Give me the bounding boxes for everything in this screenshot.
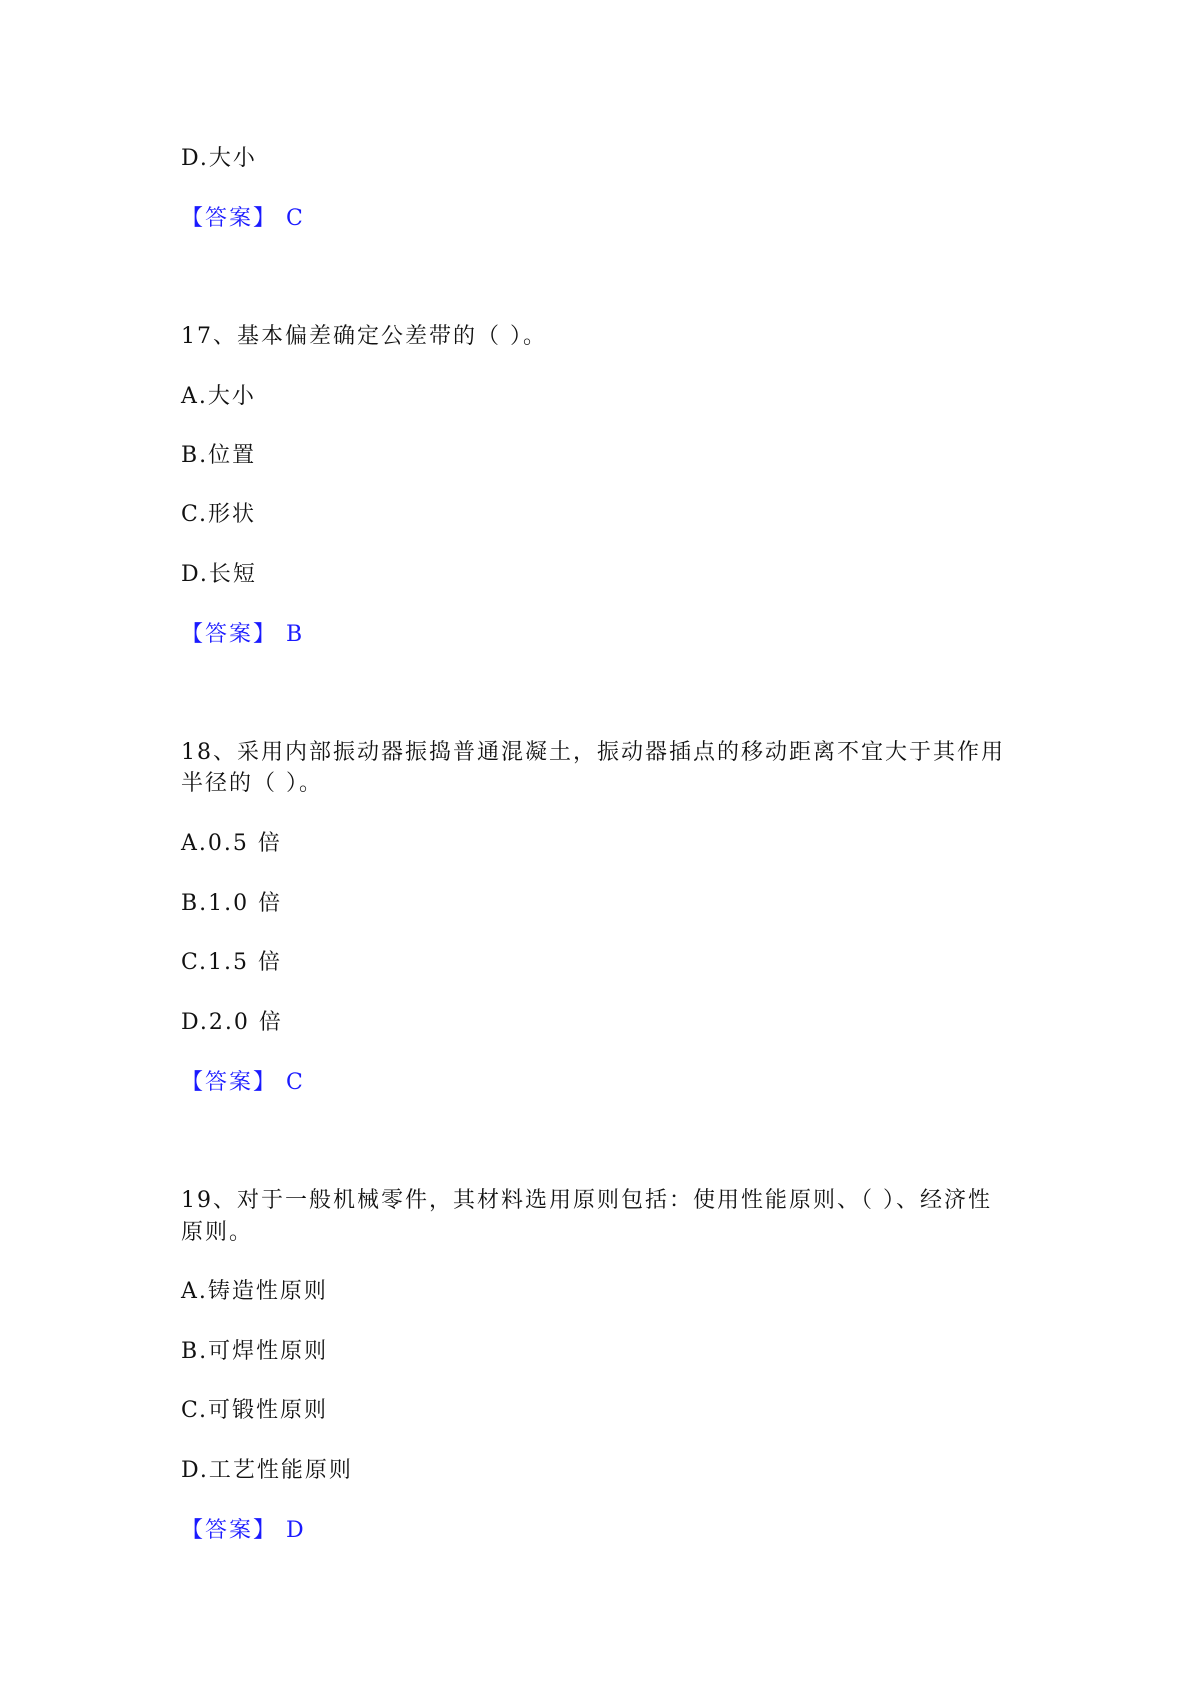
q18-option-a: A.0.5 倍 xyxy=(181,831,282,856)
q19-question-line1: 19、对于一般机械零件，其材料选用原则包括：使用性能原则、（ ）、经济性 xyxy=(181,1188,992,1213)
q18-question-line1: 18、采用内部振动器振捣普通混凝土，振动器插点的移动距离不宜大于其作用 xyxy=(181,740,1005,765)
q17-option-d: D.长短 xyxy=(181,562,257,587)
q17-option-a: A.大小 xyxy=(181,384,256,409)
q19-option-d: D.工艺性能原则 xyxy=(181,1458,353,1483)
q18-option-d: D.2.0 倍 xyxy=(181,1010,283,1035)
prev-answer: 【答案】 C xyxy=(181,206,305,231)
q17-option-c: C.形状 xyxy=(181,502,257,527)
q18-option-c: C.1.5 倍 xyxy=(181,950,283,975)
q18-question-line2: 半径的（ ）。 xyxy=(181,771,323,796)
q18-option-b: B.1.0 倍 xyxy=(181,891,283,916)
q19-answer: 【答案】 D xyxy=(181,1518,306,1543)
q17-answer: 【答案】 B xyxy=(181,622,305,647)
q19-option-b: B.可焊性原则 xyxy=(181,1339,329,1364)
q17-question: 17、基本偏差确定公差带的（ ）。 xyxy=(181,324,547,349)
q18-answer: 【答案】 C xyxy=(181,1070,305,1095)
q19-option-c: C.可锻性原则 xyxy=(181,1398,329,1423)
prev-option-d: D.大小 xyxy=(181,146,257,171)
q17-option-b: B.位置 xyxy=(181,443,257,468)
q19-option-a: A.铸造性原则 xyxy=(181,1279,328,1304)
q19-question-line2: 原则。 xyxy=(181,1220,254,1245)
